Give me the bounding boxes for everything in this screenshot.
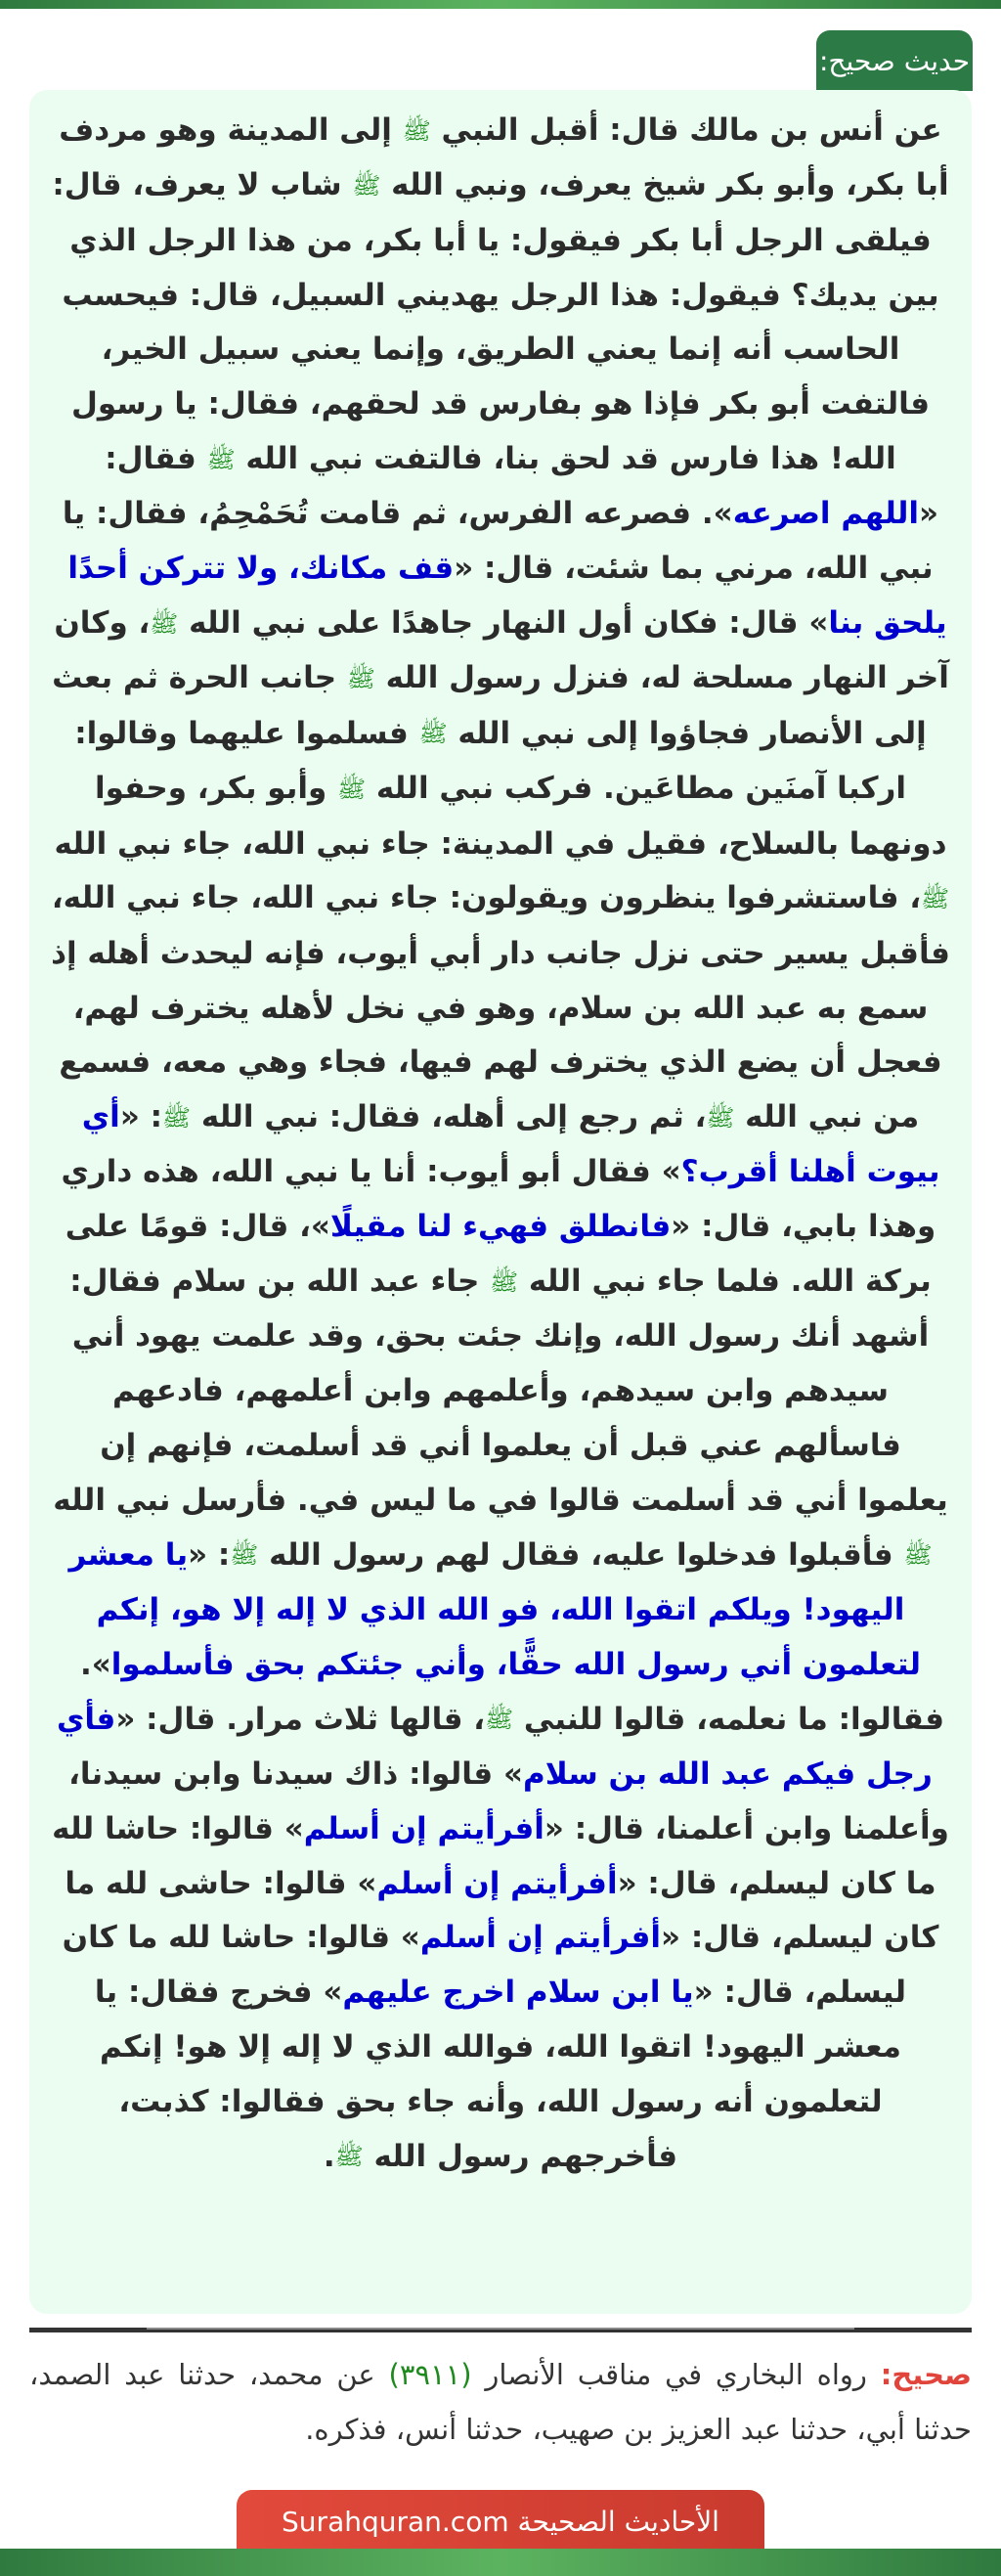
narration-text: » قالوا: حاشا لله ما كان ليسلم، قال: « bbox=[62, 1920, 907, 2011]
salawat-icon: ﷺ bbox=[337, 775, 367, 803]
salawat-icon: ﷺ bbox=[903, 1541, 933, 1570]
prophet-quote: أفرأيتم إن أسلم bbox=[419, 1920, 662, 1956]
salawat-icon: ﷺ bbox=[352, 171, 381, 200]
salawat-icon: ﷺ bbox=[418, 720, 448, 748]
prophet-quote: يا معشر اليهود! ويلكم اتقوا الله، فو الله الذي لا إله إلا هو، إنكم لتعلمون أني رسول الله حقًّا، وأني جئتكم بحق فأسلموا bbox=[68, 1536, 922, 1682]
source-text-after: عن محمد، حدثنا عبد الصمد، حدثنا أبي، حدثنا عبد العزيز بن صهيب، حدثنا أنس، فذكره. bbox=[29, 2358, 972, 2446]
prophet-quote: أفرأيتم إن أسلم bbox=[303, 1810, 544, 1846]
narration-text: » فخرج فقال: يا معشر اليهود! اتقوا الله، فوالله الذي لا إله إلا هو! إنكم لتعلمون أنه رسول الله، وأنه جاء بحق فقالوا: كذبت، فأخرجهم رسول الله bbox=[94, 1975, 902, 2174]
salawat-icon: ﷺ bbox=[162, 1103, 192, 1132]
narration-text: إلى المدينة وهو مردف أبا بكر، وأبو بكر شيخ يعرف، ونبي الله bbox=[59, 112, 949, 203]
salawat-icon: ﷺ bbox=[490, 1267, 519, 1296]
grade-label: صحيح: bbox=[880, 2358, 972, 2391]
hadith-text bbox=[51, 104, 950, 2185]
narration-text: فأقبلوا فدخلوا عليه، فقال لهم رسول الله bbox=[258, 1536, 904, 1573]
prophet-quote: يا ابن سلام اخرج عليهم bbox=[342, 1975, 694, 2011]
narration-text: »، قال: قومًا على بركة الله. فلما جاء نبي الله bbox=[65, 1209, 932, 1300]
narration-text: فقال: « bbox=[105, 440, 939, 532]
site-button-label: الأحاديث الصحيحة Surahquran.com bbox=[282, 2505, 719, 2538]
narration-text: ، قالها ثلاث مرار. قال: « bbox=[115, 1701, 486, 1737]
narration-text: » قالوا: حاشا لله ما كان ليسلم، قال: « bbox=[52, 1810, 936, 1901]
narration-text: » قال: فكان أول النهار جاهدًا على نبي الله bbox=[178, 604, 829, 641]
narration-text: » فقال أبو أيوب: أنا يا نبي الله، هذه داري وهذا بابي، قال: « bbox=[61, 1154, 936, 1245]
narration-text: ، ثم رجع إلى أهله، فقال: نبي الله bbox=[191, 1099, 707, 1135]
salawat-icon: ﷺ bbox=[485, 1706, 514, 1734]
hadith-source bbox=[29, 2347, 972, 2457]
narration-text: ». فقالوا: ما نعلمه، قالوا للنبي bbox=[79, 1646, 944, 1737]
site-link-button[interactable] bbox=[237, 2490, 764, 2553]
source-text-before: رواه البخاري في مناقب الأنصار bbox=[471, 2358, 881, 2391]
salawat-icon: ﷺ bbox=[402, 116, 431, 145]
narration-text: : « bbox=[119, 1099, 163, 1135]
salawat-icon: ﷺ bbox=[334, 2143, 364, 2171]
salawat-icon: ﷺ bbox=[150, 609, 179, 638]
divider-highlight bbox=[147, 2328, 854, 2330]
prophet-quote: أي بيوت أهلنا أقرب؟ bbox=[81, 1099, 940, 1190]
narration-text: عن أنس بن مالك قال: أقبل النبي bbox=[430, 112, 942, 148]
salawat-icon: ﷺ bbox=[706, 1103, 735, 1132]
prophet-quote: فانطلق فهيء لنا مقيلًا bbox=[329, 1209, 672, 1245]
narration-text: . bbox=[323, 2138, 335, 2174]
narration-text: » قالوا: حاشى لله ما كان ليسلم، قال: « bbox=[65, 1865, 939, 1956]
bottom-green-bar bbox=[0, 2549, 1001, 2576]
narration-text: ، وكان آخر النهار مسلحة له، فنزل رسول الله bbox=[54, 604, 949, 696]
prophet-quote: أفرأيتم إن أسلم bbox=[376, 1865, 618, 1901]
badge-label: حديث صحيح: bbox=[819, 44, 970, 77]
prophet-quote: قف مكانك، ولا تتركن أحدًا يلحق بنا bbox=[67, 551, 947, 641]
salawat-icon: ﷺ bbox=[346, 664, 375, 692]
narration-text: جانب الحرة ثم بعث إلى الأنصار فجاؤوا إلى نبي الله bbox=[52, 660, 927, 751]
narration-text: ». فصرعه الفرس، ثم قامت تُحَمْحِمُ، فقال: يا نبي الله، مرني بما شئت، قال: « bbox=[62, 496, 934, 587]
narration-text: جاء عبد الله بن سلام فقال: أشهد أنك رسول الله، وإنك جئت بحق، وقد علمت يهود أني سيدهم وابن سيدهم، وأعلمهم وابن أعلمهم، فادعهم فاسألهم عني قبل أن يعلموا أني قد أسلمت، فإنهم إن يعلموا أني قد أسلمت قالوا في ما ليس في. فأرسل نبي الله bbox=[53, 1264, 948, 1518]
salawat-icon: ﷺ bbox=[206, 445, 236, 473]
prophet-quote: فأي رجل فيكم عبد الله بن سلام bbox=[56, 1701, 933, 1793]
narration-text: شاب لا يعرف، قال: فيلقى الرجل أبا بكر فيقول: يا أبا بكر، من هذا الرجل الذي بين يديك؟ فيقول: هذا الرجل يهديني السبيل، قال: فيحسب الحاسب أنه إنما يعني الطريق، وإنما يعني سبيل الخير، فالتفت أبو بكر فإذا هو بفارس قد لحقهم، فقال: يا رسول الله! هذا فارس قد لحق بنا، فالتفت نبي الله bbox=[52, 167, 939, 476]
narration-text: ، فاستشرفوا ينظرون ويقولون: جاء نبي الله، جاء نبي الله، فأقبل يسير حتى نزل جانب دار أبي أيوب، فإنه ليحدث أهله إذ سمع به عبد الله بن سلام، وهو في نخل لأهله يخترف لهم، فعجل أن يضع الذي يخترف لهم فيها، فجاء وهي معه، فسمع من نبي الله bbox=[51, 880, 950, 1135]
narration-text: » قالوا: ذاك سيدنا وابن سيدنا، وأعلمنا وابن أعلمنا، قال: « bbox=[68, 1756, 949, 1846]
narration-text: وأبو بكر، وحفوا دونهما بالسلاح، فقيل في المدينة: جاء نبي الله، جاء نبي الله bbox=[54, 771, 947, 862]
narration-text: فسلموا عليهما وقالوا: اركبا آمنَين مطاعَين. فركب نبي الله bbox=[74, 715, 906, 807]
prophet-quote: اللهم اصرعه bbox=[732, 496, 920, 532]
hadith-number: (٣٩١١) bbox=[388, 2358, 472, 2391]
salawat-icon: ﷺ bbox=[230, 1541, 259, 1570]
hadith-text-box bbox=[29, 90, 972, 2314]
hadith-grade-badge bbox=[816, 30, 973, 91]
section-divider bbox=[29, 2328, 972, 2332]
salawat-icon: ﷺ bbox=[921, 884, 950, 912]
narration-text: : « bbox=[188, 1536, 231, 1573]
top-green-bar bbox=[0, 0, 1001, 9]
